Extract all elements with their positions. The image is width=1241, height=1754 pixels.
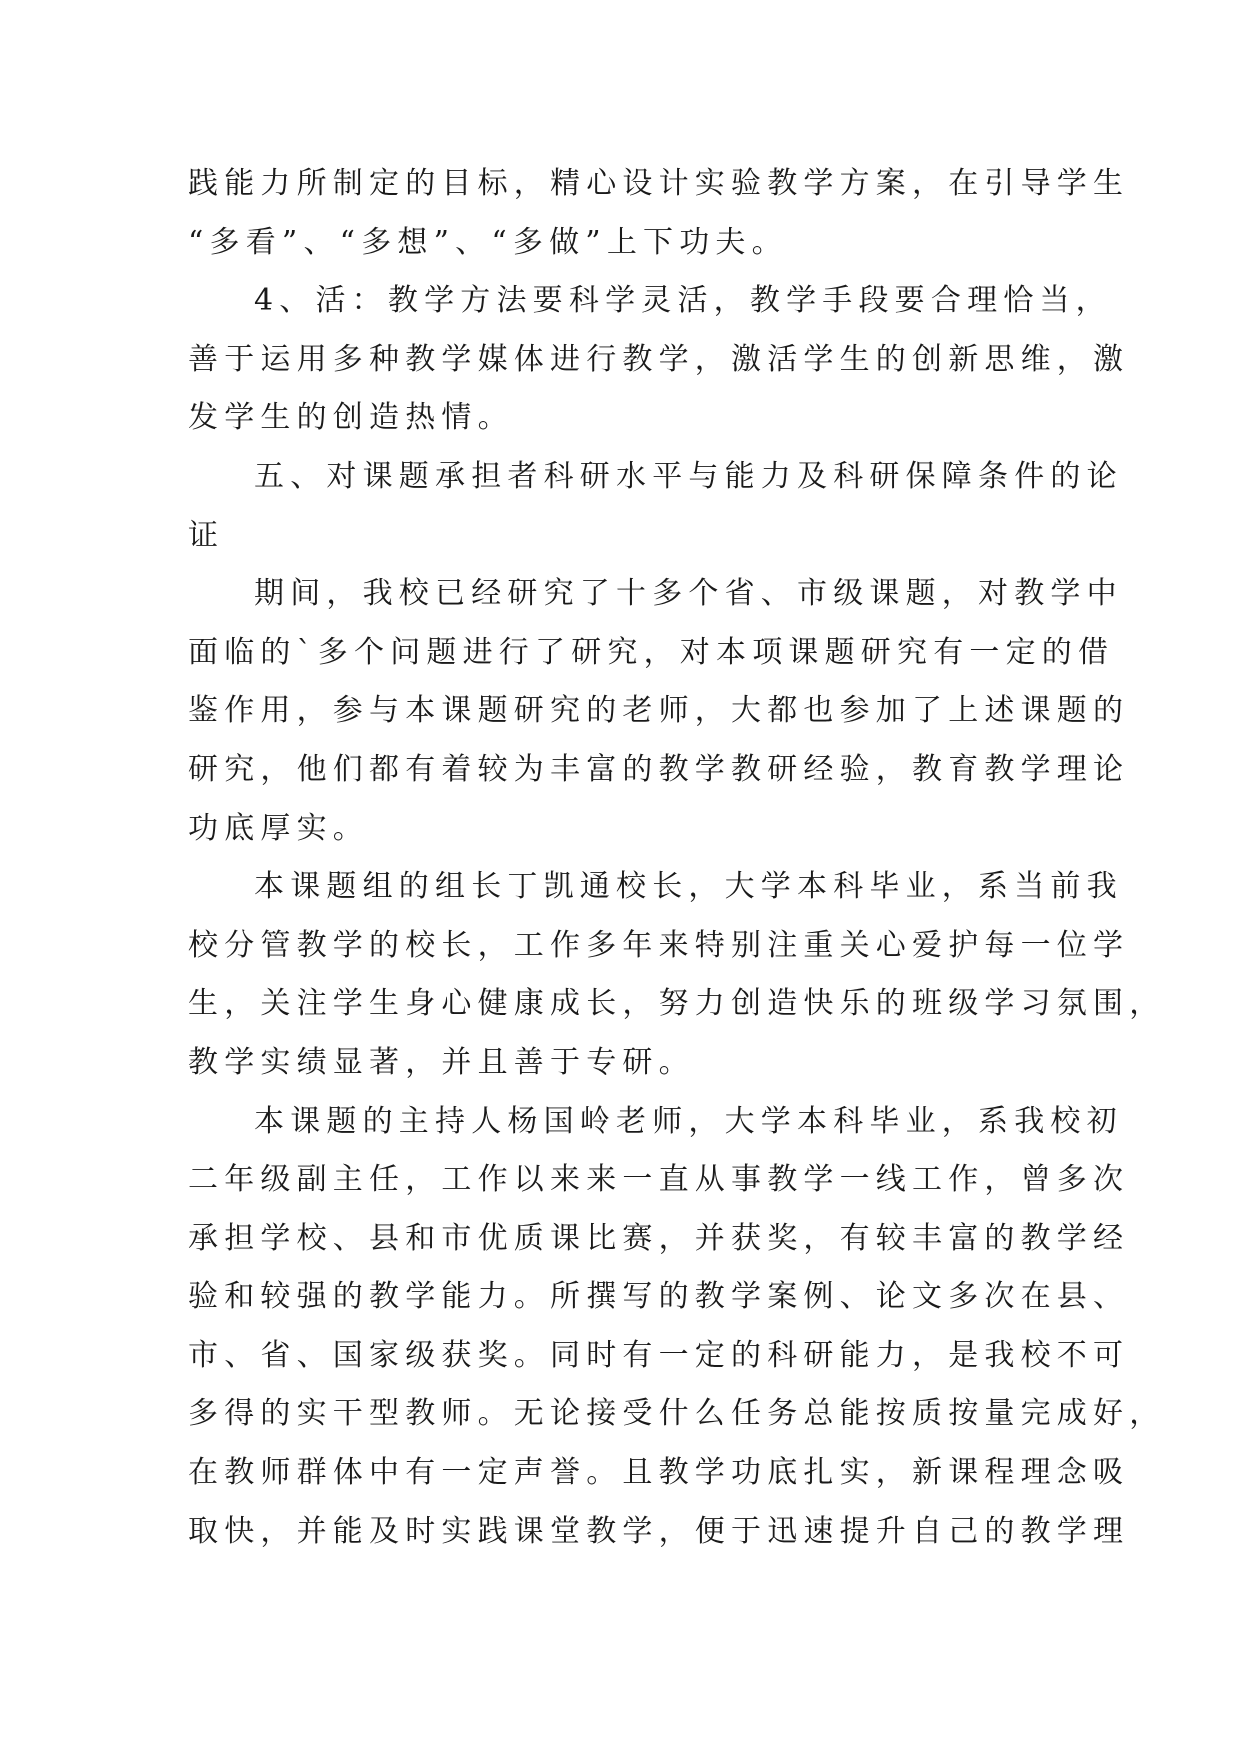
text-line: 本课题的主持人杨国岭老师，大学本科毕业，系我校初 [254, 1103, 1123, 1139]
text-line: 市、省、国家级获奖。同时有一定的科研能力，是我校不可 [188, 1337, 1130, 1373]
text-line: 生，关注学生身心健康成长，努力创造快乐的班级学习氛围， [188, 986, 1166, 1022]
text-line: 发学生的创造热情。 [188, 400, 514, 436]
text-line: 教学实绩显著，并且善于专研。 [188, 1044, 695, 1080]
text-line: 4、活：教学方法要科学灵活，教学手段要合理恰当， [254, 283, 1112, 319]
text-line: 功底厚实。 [188, 810, 369, 846]
section-heading: 五、对课题承担者科研水平与能力及科研保障条件的论 [254, 458, 1123, 494]
text-line: 取快，并能及时实践课堂教学，便于迅速提升自己的教学理 [188, 1513, 1130, 1549]
text-line: 验和较强的教学能力。所撰写的教学案例、论文多次在县、 [188, 1279, 1130, 1315]
document-body [188, 155, 1166, 1561]
text-line: 践能力所制定的目标，精心设计实验教学方案，在引导学生 [188, 166, 1130, 201]
section-heading: 证 [188, 517, 225, 553]
text-line: 期间，我校已经研究了十多个省、市级课题，对教学中 [254, 576, 1123, 612]
text-line: “多看”、“多想”、“多做”上下功夫。 [188, 224, 788, 260]
text-line: 二年级副主任，工作以来来一直从事教学一线工作，曾多次 [188, 1162, 1130, 1198]
text-line: 本课题组的组长丁凯通校长，大学本科毕业，系当前我 [254, 869, 1123, 905]
text-line: 校分管教学的校长，工作多年来特别注重关心爱护每一位学 [188, 927, 1130, 963]
text-line: 研究，他们都有着较为丰富的教学教研经验，教育教学理论 [188, 751, 1130, 787]
text-line: 面临的`多个问题进行了研究，对本项课题研究有一定的借 [188, 634, 1115, 670]
text-line: 承担学校、县和市优质课比赛，并获奖，有较丰富的教学经 [188, 1220, 1130, 1256]
text-line: 在教师群体中有一定声誉。且教学功底扎实，新课程理念吸 [188, 1455, 1130, 1491]
text-line: 多得的实干型教师。无论接受什么任务总能按质按量完成好， [188, 1396, 1166, 1432]
text-line: 鉴作用，参与本课题研究的老师，大都也参加了上述课题的 [188, 693, 1130, 729]
text-line: 善于运用多种教学媒体进行教学，激活学生的创新思维，激 [188, 341, 1130, 377]
